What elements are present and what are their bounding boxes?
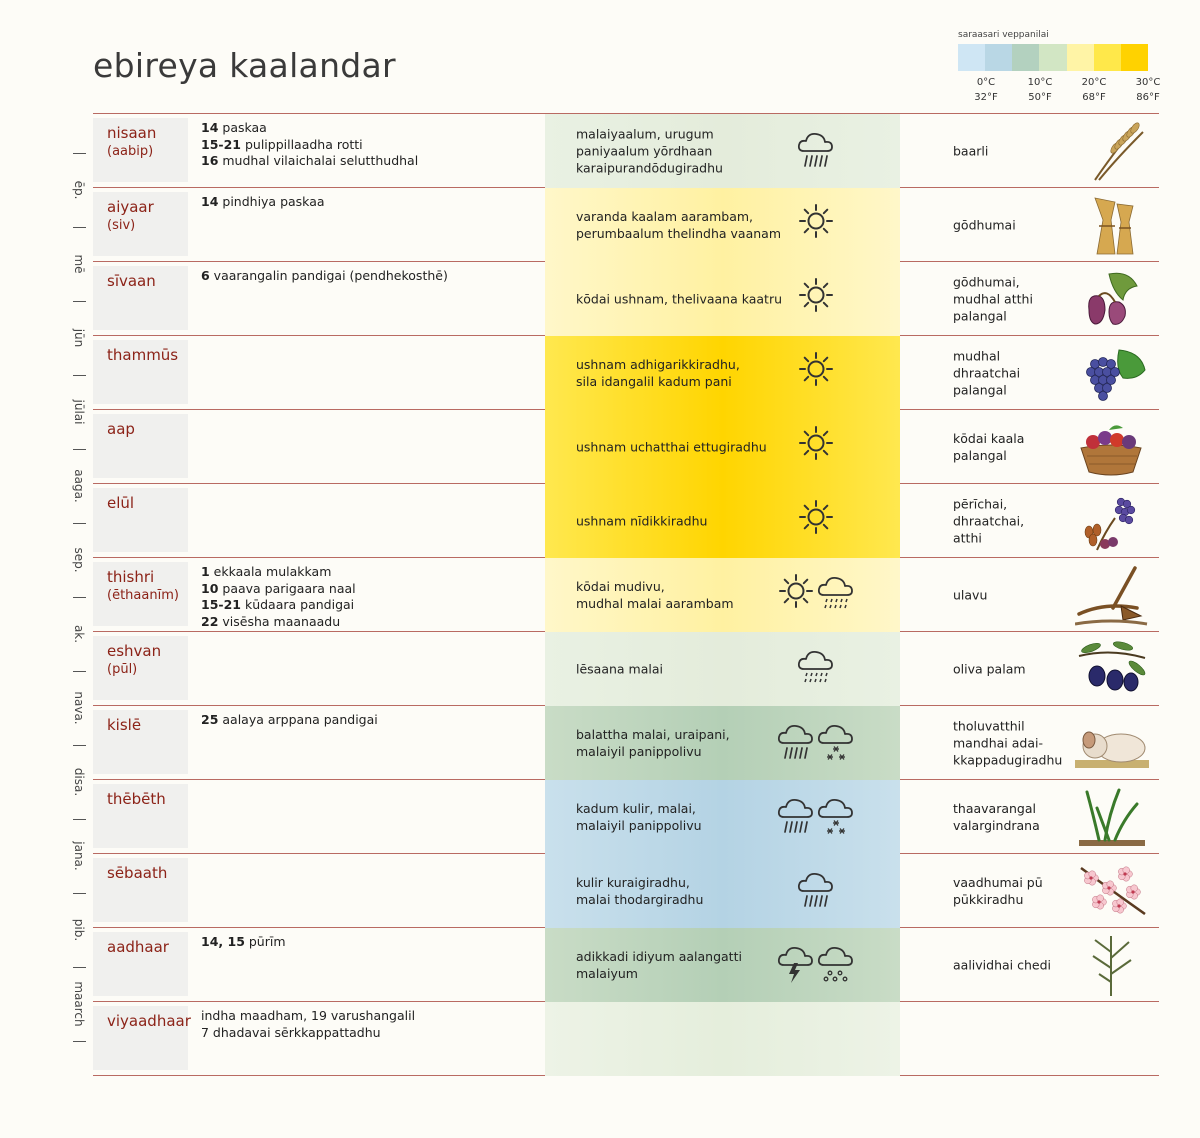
climate-line: sila idangalil kadum pani bbox=[576, 374, 732, 389]
ruler-month-label: jana. bbox=[72, 841, 86, 871]
festival-name: visēsha maanaadu bbox=[218, 613, 341, 629]
calendar-row bbox=[93, 632, 1159, 706]
calendar-row bbox=[93, 780, 1159, 854]
legend-swatch bbox=[1012, 44, 1039, 71]
ruler-tick bbox=[73, 375, 86, 376]
fig-icon bbox=[1075, 266, 1149, 336]
month-name: thēbēth bbox=[107, 790, 166, 808]
legend-swatch bbox=[1039, 44, 1066, 71]
climate-line: paniyaalum yōrdhaan bbox=[576, 143, 713, 159]
festival-list bbox=[201, 1008, 415, 1041]
festival-name: pindhiya paskaa bbox=[218, 194, 325, 209]
hail-icon bbox=[817, 942, 855, 988]
calendar-row bbox=[93, 114, 1159, 188]
festival-list bbox=[201, 268, 448, 285]
legend-tick bbox=[1074, 75, 1114, 105]
rain-icon bbox=[797, 868, 835, 914]
month-alt-name: (aabip) bbox=[107, 144, 154, 159]
ruler-tick bbox=[73, 523, 86, 524]
ruler-month-label: ak. bbox=[72, 624, 86, 644]
calendar-row bbox=[93, 188, 1159, 262]
calendar-row bbox=[93, 854, 1159, 928]
agriculture-description bbox=[953, 661, 1073, 678]
barley-icon bbox=[1075, 118, 1149, 188]
month-name: aap bbox=[107, 420, 135, 438]
month-name: thishri bbox=[107, 568, 155, 586]
legend-tick-celsius: 10°C bbox=[1027, 77, 1053, 88]
festival-item bbox=[201, 120, 418, 137]
month-name: aiyaar bbox=[107, 198, 154, 216]
month-cell bbox=[93, 488, 188, 552]
month-cell bbox=[93, 858, 188, 922]
month-alt-name: (siv) bbox=[107, 218, 136, 233]
almond-blossom-icon bbox=[1075, 858, 1149, 928]
rain-icon bbox=[797, 128, 835, 174]
festival-date: 10 bbox=[201, 580, 219, 596]
climate-line: kōdai mudivu, bbox=[576, 579, 665, 594]
legend-tick-celsius: 30°C bbox=[1135, 77, 1161, 88]
festival-list bbox=[201, 194, 325, 211]
ruler-month-label: sep. bbox=[72, 547, 86, 573]
ruler-tick bbox=[73, 819, 86, 820]
temperature-band bbox=[545, 1002, 900, 1076]
climate-line: varanda kaalam aarambam, bbox=[576, 209, 754, 224]
ruler-tick bbox=[73, 1041, 86, 1042]
festival-date: 15-21 bbox=[201, 597, 241, 612]
ruler-tick bbox=[73, 671, 86, 672]
climate-line: kulir kuraigiradhu, bbox=[576, 875, 690, 890]
agriculture-description bbox=[953, 800, 1073, 834]
agriculture-line: palangal bbox=[953, 382, 1007, 398]
ruler-month-label: maarch bbox=[72, 981, 86, 1027]
climate-line: kōdai ushnam, thelivaana kaatru bbox=[576, 291, 783, 307]
climate-description bbox=[576, 513, 786, 530]
climate-line: adikkadi idiyum aalangatti bbox=[576, 949, 742, 964]
festival-item bbox=[201, 564, 356, 581]
month-name: kislē bbox=[107, 716, 142, 734]
ruler-month-label: pib. bbox=[72, 918, 86, 942]
agriculture-line: ulavu bbox=[953, 587, 988, 603]
flax-icon bbox=[1075, 932, 1149, 1002]
festival-item bbox=[201, 1025, 415, 1042]
climate-line: kadum kulir, malai, bbox=[576, 801, 696, 816]
month-name: sīvaan bbox=[107, 272, 156, 290]
agriculture-description bbox=[953, 217, 1073, 234]
calendar-row bbox=[93, 706, 1159, 780]
ruler-tick bbox=[73, 745, 86, 746]
legend-tick-fahrenheit: 68°F bbox=[1082, 92, 1106, 103]
agriculture-line: gōdhumai bbox=[953, 217, 1016, 233]
climate-line: malai thodargiradhu bbox=[576, 892, 704, 907]
month-alt-name: (ēthaanīm) bbox=[107, 588, 179, 603]
month-cell bbox=[93, 118, 188, 182]
ruler-month-label: disa. bbox=[72, 767, 86, 797]
month-name: elūl bbox=[107, 494, 135, 512]
agriculture-line: thaavarangal bbox=[953, 801, 1036, 816]
month-cell bbox=[93, 340, 188, 404]
festival-item bbox=[201, 137, 418, 154]
legend-color-bar bbox=[958, 44, 1148, 71]
climate-description bbox=[576, 726, 786, 760]
rain-icon bbox=[777, 794, 815, 840]
storm-icon bbox=[777, 942, 815, 988]
month-cell bbox=[93, 562, 188, 626]
fruit-basket-icon bbox=[1075, 414, 1149, 484]
ruler-tick bbox=[73, 301, 86, 302]
legend-swatch bbox=[1121, 44, 1148, 71]
agriculture-line: tholuvatthil bbox=[953, 718, 1025, 734]
month-name: thammūs bbox=[107, 346, 179, 364]
festival-name: mudhal vilaichalai selutthudhal bbox=[218, 153, 419, 168]
month-cell bbox=[93, 784, 188, 848]
festival-list bbox=[201, 934, 286, 951]
climate-line: mudhal malai aarambam bbox=[576, 596, 734, 611]
festival-item bbox=[201, 712, 378, 729]
agriculture-line: dhraatchai bbox=[953, 365, 1021, 381]
legend-tick-fahrenheit: 50°F bbox=[1028, 92, 1052, 103]
legend-swatch bbox=[958, 44, 985, 71]
climate-description bbox=[576, 874, 786, 908]
legend-title: saraasari veppanilai bbox=[958, 30, 1049, 40]
calendar-row bbox=[93, 484, 1159, 558]
festival-item bbox=[201, 614, 356, 631]
calendar-row bbox=[93, 558, 1159, 632]
calendar-row bbox=[93, 336, 1159, 410]
month-cell bbox=[93, 932, 188, 996]
agriculture-description bbox=[953, 587, 1073, 604]
drizzle-icon bbox=[817, 572, 855, 618]
agriculture-line: dhraatchai, bbox=[953, 513, 1025, 529]
legend-tick-celsius: 0°C bbox=[976, 77, 996, 88]
climate-line: karaipurandōdugiradhu bbox=[576, 160, 723, 176]
month-name: viyaadhaar bbox=[107, 1012, 191, 1030]
rain-icon bbox=[777, 720, 815, 766]
ruler-month-label: jūlai bbox=[72, 399, 86, 425]
olive-icon bbox=[1075, 636, 1149, 706]
month-name: eshvan bbox=[107, 642, 162, 660]
ruler-month-label: mē bbox=[72, 254, 86, 274]
climate-description bbox=[576, 439, 786, 456]
agriculture-line: valargindrana bbox=[953, 818, 1040, 833]
month-cell bbox=[93, 636, 188, 700]
ruler-tick bbox=[73, 449, 86, 450]
festival-list bbox=[201, 120, 418, 170]
climate-line: ushnam uchatthai ettugiradhu bbox=[576, 439, 767, 455]
agriculture-description bbox=[953, 957, 1073, 974]
festival-item bbox=[201, 597, 356, 614]
ruler-tick bbox=[73, 967, 86, 968]
festival-name: vaarangalin pandigai (pendhekosthē) bbox=[209, 268, 448, 283]
agriculture-description bbox=[953, 143, 1073, 160]
calendar-row bbox=[93, 928, 1159, 1002]
climate-line: ushnam nīdikkiradhu bbox=[576, 513, 708, 529]
festival-item bbox=[201, 194, 325, 211]
festival-name: kūdaara pandigai bbox=[240, 597, 355, 612]
festival-name: paava parigaara naal bbox=[218, 580, 356, 596]
agriculture-description bbox=[953, 874, 1073, 908]
ruler-month-label: ēp. bbox=[72, 180, 86, 200]
sun-icon bbox=[797, 276, 835, 322]
legend-swatch bbox=[985, 44, 1012, 71]
sun-icon bbox=[797, 202, 835, 248]
ruler-tick bbox=[73, 893, 86, 894]
agriculture-line: mandhai adai- bbox=[953, 735, 1043, 751]
climate-line: malaiyil panippolivu bbox=[576, 818, 702, 833]
agriculture-line: gōdhumai, bbox=[953, 274, 1020, 290]
agriculture-line: kkappadugiradhu bbox=[953, 752, 1063, 768]
ruler-tick bbox=[73, 227, 86, 228]
agriculture-line: mudhal atthi bbox=[953, 291, 1033, 307]
calendar-row bbox=[93, 410, 1159, 484]
snow-icon bbox=[817, 720, 855, 766]
festival-date: 1 bbox=[201, 564, 210, 579]
agriculture-line: aalividhai chedi bbox=[953, 957, 1051, 973]
legend-tick bbox=[966, 75, 1006, 105]
agriculture-line: pūkkiradhu bbox=[953, 892, 1024, 907]
legend-swatch bbox=[1067, 44, 1094, 71]
legend-tick bbox=[1128, 75, 1168, 105]
festival-date: 6 bbox=[201, 268, 210, 283]
climate-line: perumbaalum thelindha vaanam bbox=[576, 226, 782, 241]
ruler-month-label: aaga. bbox=[72, 469, 86, 503]
month-cell bbox=[93, 266, 188, 330]
month-name: sēbaath bbox=[107, 864, 168, 882]
festival-date: 15-21 bbox=[201, 136, 241, 152]
climate-line: malaiyil panippolivu bbox=[576, 744, 702, 759]
agriculture-line: baarli bbox=[953, 143, 989, 159]
snow-icon bbox=[817, 794, 855, 840]
plow-icon bbox=[1075, 562, 1149, 632]
festival-name: pūrīm bbox=[244, 934, 286, 949]
legend-tick-celsius: 20°C bbox=[1081, 77, 1107, 88]
dates-grapes-icon bbox=[1075, 488, 1149, 558]
temperature-legend bbox=[958, 30, 1161, 111]
climate-description bbox=[576, 208, 786, 242]
climate-line: ushnam adhigarikkiradhu, bbox=[576, 357, 740, 372]
festival-date: 14, 15 bbox=[201, 934, 245, 949]
climate-line: balattha malai, uraipani, bbox=[576, 727, 730, 742]
festival-list bbox=[201, 564, 356, 630]
agriculture-description bbox=[953, 496, 1073, 547]
climate-line: lēsaana malai bbox=[576, 661, 663, 677]
month-name: aadhaar bbox=[107, 938, 169, 956]
wheat-sheaf-icon bbox=[1075, 192, 1149, 262]
calendar-row bbox=[93, 262, 1159, 336]
climate-description bbox=[576, 291, 786, 308]
agriculture-line: atthi bbox=[953, 530, 982, 546]
climate-description bbox=[576, 578, 786, 612]
sun-icon bbox=[797, 424, 835, 470]
festival-name: ekkaala mulakkam bbox=[209, 564, 332, 579]
festival-name: indha maadham, 19 varushangalil bbox=[201, 1008, 416, 1023]
grapes-icon bbox=[1075, 340, 1149, 410]
festival-item bbox=[201, 581, 356, 598]
festival-name: paskaa bbox=[218, 120, 267, 135]
climate-description bbox=[576, 661, 786, 678]
festival-date: 16 bbox=[201, 153, 219, 168]
festival-date: 14 bbox=[201, 194, 219, 209]
climate-description bbox=[576, 126, 786, 177]
calendar-row bbox=[93, 1002, 1159, 1076]
climate-line: malaiyum bbox=[576, 966, 638, 981]
festival-date: 22 bbox=[201, 613, 219, 629]
agriculture-line: mudhal bbox=[953, 348, 1001, 364]
ruler-tick bbox=[73, 597, 86, 598]
ruler-month-label: jūn bbox=[72, 328, 86, 348]
climate-description bbox=[576, 356, 786, 390]
ruler-month-label: nava. bbox=[72, 691, 86, 725]
legend-tick bbox=[1020, 75, 1060, 105]
sun-icon bbox=[777, 572, 815, 618]
month-cell bbox=[93, 1006, 191, 1070]
festival-name: 7 dhadavai sērkkappattadhu bbox=[201, 1024, 381, 1040]
page-title: ebireya kaalandar bbox=[93, 46, 396, 85]
festival-item bbox=[201, 934, 286, 951]
climate-description bbox=[576, 948, 786, 982]
agriculture-description bbox=[953, 718, 1073, 769]
agriculture-description bbox=[953, 430, 1073, 464]
festival-date: 25 bbox=[201, 712, 219, 727]
month-alt-name: (pūl) bbox=[107, 662, 138, 677]
festival-name: aalaya arppana pandigai bbox=[218, 712, 378, 727]
sheep-icon bbox=[1075, 710, 1149, 780]
festival-list bbox=[201, 712, 378, 729]
festival-item bbox=[201, 153, 418, 170]
legend-tick-fahrenheit: 32°F bbox=[974, 92, 998, 103]
legend-swatch bbox=[1094, 44, 1121, 71]
agriculture-line: oliva palam bbox=[953, 661, 1026, 677]
month-cell bbox=[93, 414, 188, 478]
legend-ticks bbox=[958, 71, 1161, 111]
festival-date: 14 bbox=[201, 120, 219, 135]
agriculture-description bbox=[953, 348, 1073, 399]
agriculture-line: vaadhumai pū bbox=[953, 875, 1043, 890]
sun-icon bbox=[797, 498, 835, 544]
agriculture-line: palangal bbox=[953, 448, 1007, 463]
plants-icon bbox=[1075, 784, 1149, 854]
agriculture-description bbox=[953, 274, 1073, 325]
drizzle-icon bbox=[797, 646, 835, 692]
agriculture-line: palangal bbox=[953, 308, 1007, 324]
climate-description bbox=[576, 800, 786, 834]
festival-item bbox=[201, 268, 448, 285]
climate-line: malaiyaalum, urugum bbox=[576, 126, 714, 142]
agriculture-line: kōdai kaala bbox=[953, 431, 1025, 446]
legend-tick-fahrenheit: 86°F bbox=[1136, 92, 1160, 103]
month-cell bbox=[93, 192, 188, 256]
month-cell bbox=[93, 710, 188, 774]
festival-name: pulippillaadha rotti bbox=[240, 136, 363, 152]
sun-icon bbox=[797, 350, 835, 396]
agriculture-line: pērīchai, bbox=[953, 496, 1008, 512]
festival-item bbox=[201, 1008, 415, 1025]
ruler-tick bbox=[73, 153, 86, 154]
month-name: nisaan bbox=[107, 124, 157, 142]
